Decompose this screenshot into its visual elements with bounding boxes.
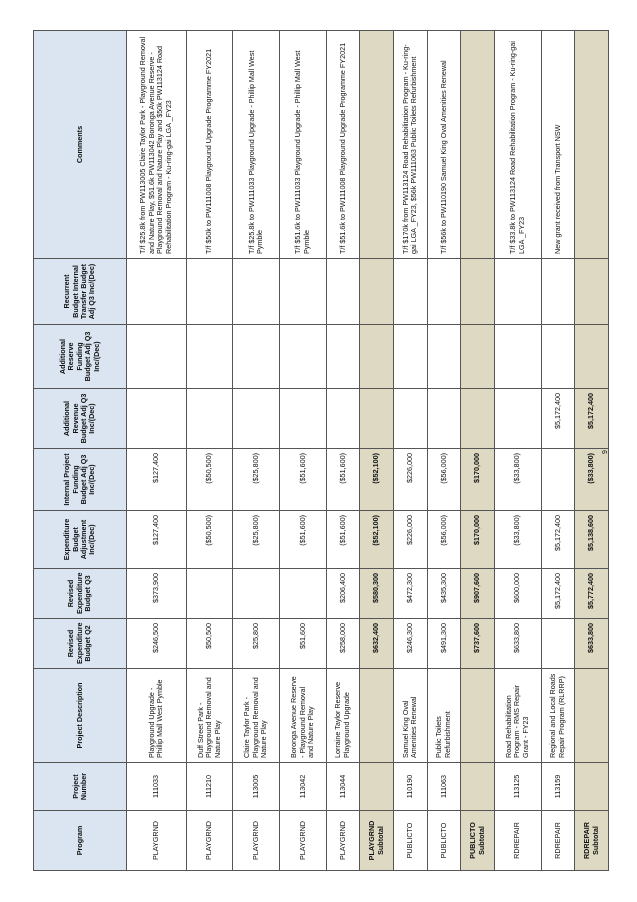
table-cell xyxy=(575,325,609,389)
table-cell: PLAYGRND xyxy=(279,811,326,871)
table-cell: T/f $170k from PW113124 Road Rehabilitation Program - Ku-ring-gai LGA _FY23, $56k PW111063 Public Toilets Refurbishment xyxy=(393,31,427,259)
table-cell: $435,300 xyxy=(427,569,461,619)
table-cell: PUBLICTO Subtotal xyxy=(461,811,495,871)
subtotal-row xyxy=(360,31,394,871)
table-cell: ($25,800) xyxy=(233,511,280,569)
table-cell xyxy=(279,259,326,325)
table-cell: $127,400 xyxy=(127,511,187,569)
table-cell xyxy=(127,259,187,325)
column-header: Revised Expenditure Budget Q3 xyxy=(34,569,127,619)
subtotal-row xyxy=(461,31,495,871)
table-row xyxy=(494,31,541,871)
column-header: Expenditure Budget Adjustment Inc/(Dec) xyxy=(34,511,127,569)
table-cell: $226,000 xyxy=(393,511,427,569)
table-cell xyxy=(186,259,233,325)
table-cell xyxy=(494,259,541,325)
table-cell: T/f $50k to PW111008 Playground Upgrade Programme FY2021 xyxy=(186,31,233,259)
table-cell: $580,300 xyxy=(360,569,394,619)
table-cell xyxy=(186,325,233,389)
table-cell: $5,138,600 xyxy=(575,511,609,569)
table-cell xyxy=(461,31,495,259)
table-cell: Duff Street Park - Playground Removal and Nature Play xyxy=(186,669,233,763)
table-cell: $170,000 xyxy=(461,449,495,511)
table-cell: $491,300 xyxy=(427,619,461,669)
table-row xyxy=(393,31,427,871)
table-cell: 113159 xyxy=(541,763,575,811)
table-cell xyxy=(186,569,233,619)
table-cell: ($50,500) xyxy=(186,449,233,511)
table-cell xyxy=(494,389,541,449)
table-cell xyxy=(575,259,609,325)
table-cell: $170,000 xyxy=(461,511,495,569)
table-cell xyxy=(233,259,280,325)
table-cell: $907,600 xyxy=(461,569,495,619)
table-body xyxy=(127,31,609,871)
table-cell xyxy=(575,31,609,259)
table-cell: Samuel King Oval Amenities Renewal xyxy=(393,669,427,763)
table-cell xyxy=(360,669,394,763)
table-cell: $5,172,400 xyxy=(575,389,609,449)
table-cell: 110190 xyxy=(393,763,427,811)
table-cell xyxy=(279,569,326,619)
table-row xyxy=(127,31,187,871)
table-cell xyxy=(326,259,360,325)
table-cell xyxy=(360,389,394,449)
table-cell: ($56,000) xyxy=(427,511,461,569)
table-cell: $246,300 xyxy=(393,619,427,669)
table-cell: ($52,100) xyxy=(360,449,394,511)
table-cell xyxy=(575,763,609,811)
table-cell xyxy=(326,389,360,449)
table-cell xyxy=(461,325,495,389)
table-cell xyxy=(233,325,280,389)
table-cell xyxy=(360,31,394,259)
table-cell: $5,172,400 xyxy=(541,389,575,449)
table-cell xyxy=(541,619,575,669)
table-cell xyxy=(360,763,394,811)
table-cell: ($33,800) xyxy=(494,511,541,569)
table-cell xyxy=(393,325,427,389)
table-cell: New grant received from Transport NSW xyxy=(541,31,575,259)
table-cell: PLAYGRND Subtotal xyxy=(360,811,394,871)
column-header: Additional Reserve Funding Budget Adj Q3 Inc/(Dec) xyxy=(34,325,127,389)
table-cell: ($51,600) xyxy=(279,511,326,569)
table-cell: ($52,100) xyxy=(360,511,394,569)
table-row xyxy=(186,31,233,871)
table-cell: Regional and Local Roads Repair Program (RLRRP) xyxy=(541,669,575,763)
column-header: Additional Revenue Budget Adj Q3 Inc/(Dec) xyxy=(34,389,127,449)
column-header: Comments xyxy=(34,31,127,259)
table-cell: $737,600 xyxy=(461,619,495,669)
table-cell xyxy=(427,259,461,325)
table-cell: PLAYGRND xyxy=(186,811,233,871)
table-cell: 111210 xyxy=(186,763,233,811)
table-cell: Claire Taylor Park - Playground Removal and Nature Play xyxy=(233,669,280,763)
table-cell: Road Rehabilitation Program - RMS Repair Grant - FY23 xyxy=(494,669,541,763)
table-cell: 113125 xyxy=(494,763,541,811)
table-cell: $127,400 xyxy=(127,449,187,511)
table-cell: 113044 xyxy=(326,763,360,811)
table-cell xyxy=(360,259,394,325)
table-cell: T/f $33.8k to PW113124 Road Rehabilitation Program - Ku-ring-gai LGA _FY23 xyxy=(494,31,541,259)
table-cell: $633,800 xyxy=(575,619,609,669)
column-header: Recurrent Budget Internal Transfer Budget Adj Q3 Inc/(Dec) xyxy=(34,259,127,325)
table-cell: Lorraine Taylor Reserve Playground Upgrade xyxy=(326,669,360,763)
table-cell: ($56,000) xyxy=(427,449,461,511)
table-cell xyxy=(127,389,187,449)
table-cell xyxy=(461,389,495,449)
table-cell: $206,400 xyxy=(326,569,360,619)
table-cell: $373,900 xyxy=(127,569,187,619)
table-cell: $632,400 xyxy=(360,619,394,669)
column-header: Program xyxy=(34,811,127,871)
page-number: 9 xyxy=(602,450,609,454)
table-row xyxy=(541,31,575,871)
table-cell xyxy=(360,325,394,389)
table-cell: PLAYGRND xyxy=(127,811,187,871)
table-cell: 113005 xyxy=(233,763,280,811)
column-header: Project Number xyxy=(34,763,127,811)
table-cell: Public Toilets Refurbishment xyxy=(427,669,461,763)
table-cell: T/f $25.8k to PW111033 Playground Upgrade - Phillip Mall West Pymble xyxy=(233,31,280,259)
table-cell xyxy=(393,389,427,449)
table-row xyxy=(233,31,280,871)
table-cell xyxy=(279,325,326,389)
table-cell xyxy=(233,569,280,619)
table-cell: RDREPAIR Subtotal xyxy=(575,811,609,871)
column-header: Internal Project Funding Budget Adj Q3 Inc/(Dec) xyxy=(34,449,127,511)
table-cell: $5,772,400 xyxy=(575,569,609,619)
table-cell: $5,172,400 xyxy=(541,511,575,569)
table-cell: PLAYGRND xyxy=(233,811,280,871)
table-cell: T/f $51.6k to PW111008 Playground Upgrade Programme FY2021 xyxy=(326,31,360,259)
table-cell: ($51,600) xyxy=(279,449,326,511)
table-cell: $600,000 xyxy=(494,569,541,619)
table-cell xyxy=(186,389,233,449)
table-cell xyxy=(541,325,575,389)
table-header-row xyxy=(34,31,127,871)
table-cell xyxy=(279,389,326,449)
table-cell: RDREPAIR xyxy=(541,811,575,871)
table-row xyxy=(427,31,461,871)
table-cell: $50,500 xyxy=(186,619,233,669)
column-header: Revised Expenditure Budget Q2 xyxy=(34,619,127,669)
table-cell: Boronga Avenue Reserve - Playground Removal and Nature Play xyxy=(279,669,326,763)
table-cell xyxy=(427,325,461,389)
table-cell xyxy=(393,259,427,325)
table-cell: T/f $25.8k from PW113005 Claire Taylor Park - Playground Removal and Nature Play, $51.6k PW113042 Boronga Avenue Reserve - Playground Removal and Nature Play and $50k PW113124 Road Rehabilitation Program - Ku-ring-gai LGA _FY23 xyxy=(127,31,187,259)
table-cell: ($33,800) xyxy=(575,449,609,511)
table-cell: $472,300 xyxy=(393,569,427,619)
table-cell: $5,172,400 xyxy=(541,569,575,619)
table-cell xyxy=(541,449,575,511)
table-cell xyxy=(494,325,541,389)
table-cell: ($51,600) xyxy=(326,449,360,511)
table-cell: 111033 xyxy=(127,763,187,811)
table-cell: $51,600 xyxy=(279,619,326,669)
table-cell xyxy=(233,389,280,449)
table-cell xyxy=(127,325,187,389)
table-cell: ($33,800) xyxy=(494,449,541,511)
table-row xyxy=(326,31,360,871)
table-cell xyxy=(326,325,360,389)
table-cell: PLAYGRND xyxy=(326,811,360,871)
table-cell xyxy=(461,669,495,763)
table-cell xyxy=(461,763,495,811)
table-cell: PUBLICTO xyxy=(427,811,461,871)
table-cell: $25,800 xyxy=(233,619,280,669)
table-cell: $226,000 xyxy=(393,449,427,511)
table-cell: ($25,800) xyxy=(233,449,280,511)
column-header: Project Description xyxy=(34,669,127,763)
table-cell: Playground Upgrade - Phillip Mall West Pymble xyxy=(127,669,187,763)
table-cell: 113042 xyxy=(279,763,326,811)
table-cell: ($50,500) xyxy=(186,511,233,569)
table-cell xyxy=(461,259,495,325)
table-cell: RDREPAIR xyxy=(494,811,541,871)
table-cell xyxy=(575,669,609,763)
table-cell xyxy=(427,389,461,449)
rotated-table-page xyxy=(33,31,609,871)
table-cell: $258,000 xyxy=(326,619,360,669)
table-cell: $633,800 xyxy=(494,619,541,669)
table-cell: 111063 xyxy=(427,763,461,811)
table-cell xyxy=(541,259,575,325)
table-row xyxy=(279,31,326,871)
table-cell: ($51,600) xyxy=(326,511,360,569)
table-cell: T/f $51.6k to PW111033 Playground Upgrade - Phillip Mall West Pymble xyxy=(279,31,326,259)
budget-adjustment-table xyxy=(33,30,609,871)
table-cell: T/f $56k to PW110190 Samuel King Oval Amenities Renewal xyxy=(427,31,461,259)
table-cell: $246,500 xyxy=(127,619,187,669)
table-cell: PUBLICTO xyxy=(393,811,427,871)
